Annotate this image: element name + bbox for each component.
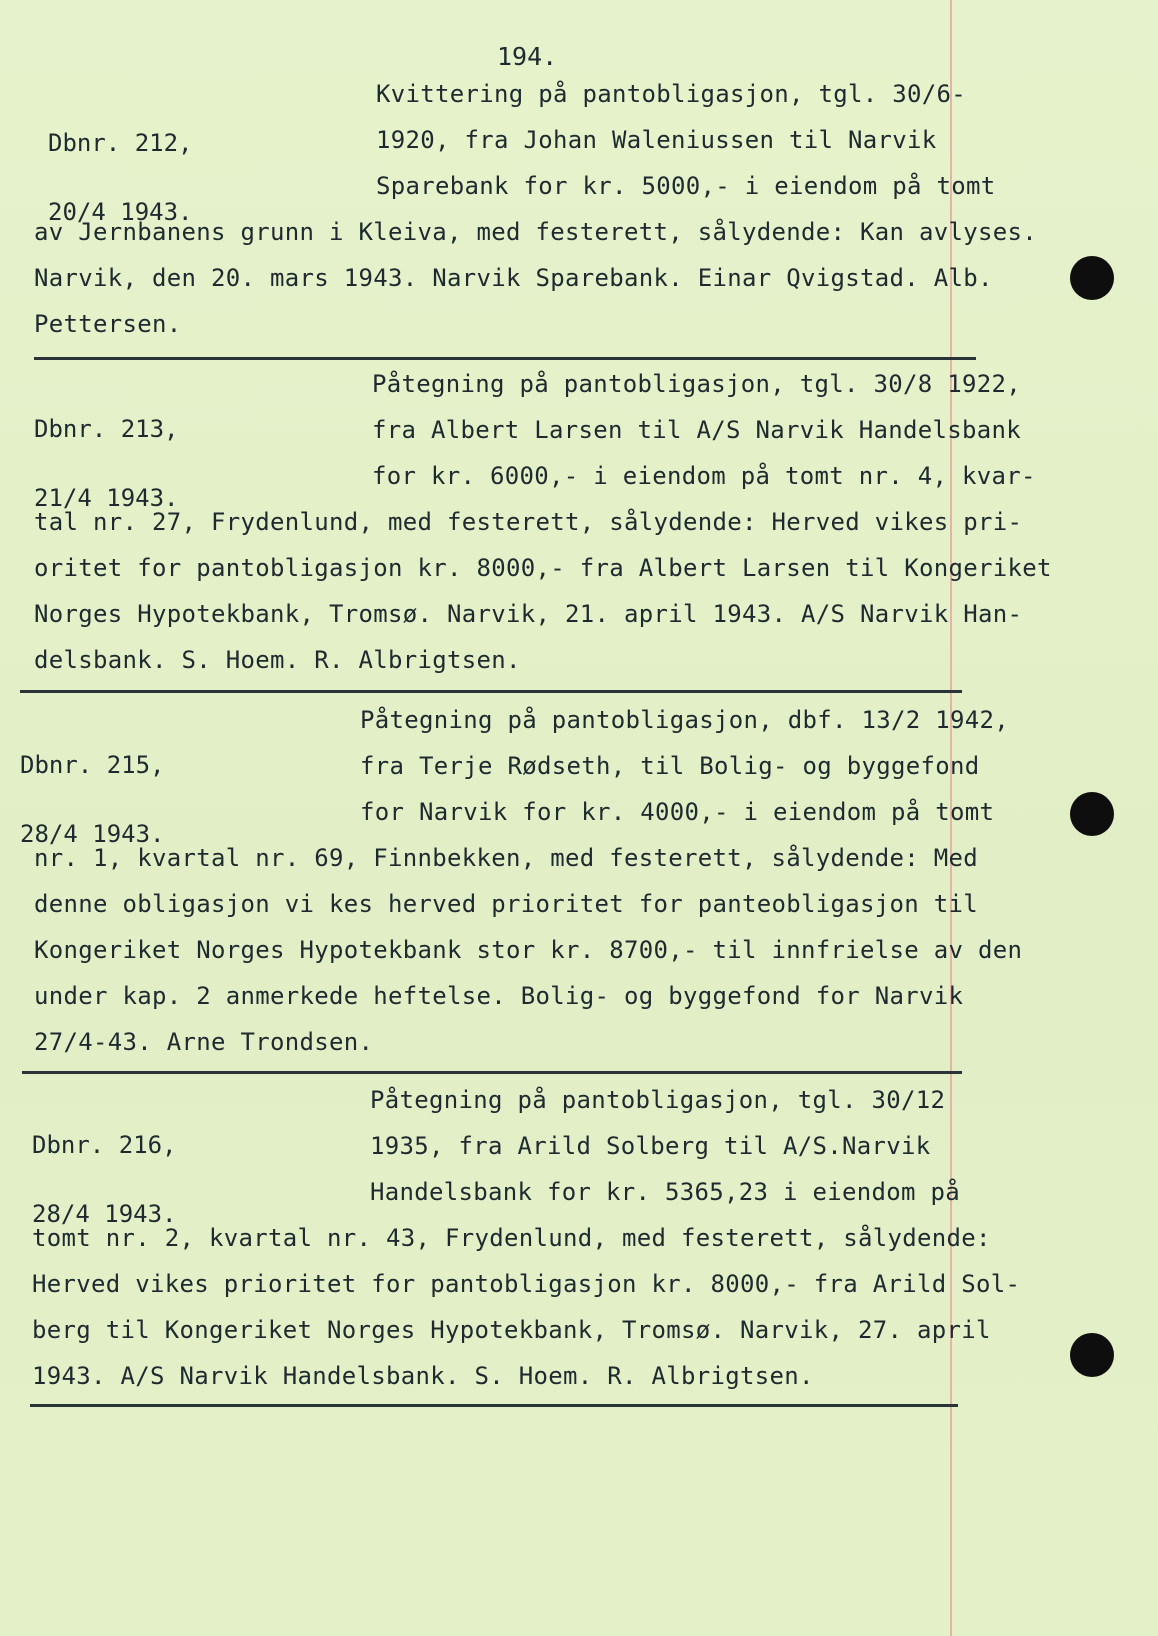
entry-text-line: Norges Hypotekbank, Tromsø. Narvik, 21. april 1943. A/S Narvik Han- — [34, 600, 1023, 628]
entry-text-line: nr. 1, kvartal nr. 69, Finnbekken, med festerett, sålydende: Med — [34, 844, 978, 872]
entry-separator — [22, 1071, 962, 1074]
entry-text-line: fra Albert Larsen til A/S Narvik Handelsbank — [372, 416, 1021, 444]
entry-separator — [20, 690, 962, 693]
entry-date: 28/4 1943. — [20, 820, 165, 848]
entry-date: 21/4 1943. — [34, 484, 179, 512]
entry-date: 28/4 1943. — [32, 1200, 177, 1228]
entry-text-line: 27/4-43. Arne Trondsen. — [34, 1028, 374, 1056]
entry-text-line: denne obligasjon vi kes herved prioritet for panteobligasjon til — [34, 890, 978, 918]
entry-date: 20/4 1943. — [48, 198, 193, 226]
entry-text-line: for kr. 6000,- i eiendom på tomt nr. 4, kvar- — [372, 462, 1036, 490]
entry-text-line: Påtegning på pantobligasjon, tgl. 30/8 1922, — [372, 370, 1021, 398]
entry-text-line: av Jernbanens grunn i Kleiva, med festerett, sålydende: Kan avlyses. — [34, 218, 1037, 246]
entry-text-line: berg til Kongeriket Norges Hypotekbank, Tromsø. Narvik, 27. april — [32, 1316, 991, 1344]
entry-text-line: Narvik, den 20. mars 1943. Narvik Sparebank. Einar Qvigstad. Alb. — [34, 264, 993, 292]
entry-text-line: Kvittering på pantobligasjon, tgl. 30/6- — [376, 80, 966, 108]
entry-number: Dbnr. 213, — [34, 415, 179, 443]
entry-text-line: fra Terje Rødseth, til Bolig- og byggefond — [360, 752, 980, 780]
binder-hole — [1070, 792, 1114, 836]
entry-number: Dbnr. 215, — [20, 751, 165, 779]
entry-text-line: 1935, fra Arild Solberg til A/S.Narvik — [370, 1132, 931, 1160]
entry-text-line: tal nr. 27, Frydenlund, med festerett, sålydende: Herved vikes pri- — [34, 508, 1023, 536]
entry-text-line: Handelsbank for kr. 5365,23 i eiendom på — [370, 1178, 960, 1206]
entry-text-line: Pettersen. — [34, 310, 182, 338]
entry-text-line: delsbank. S. Hoem. R. Albrigtsen. — [34, 646, 521, 674]
entry-number: Dbnr. 212, — [48, 129, 193, 157]
entry-text-line: 1943. A/S Narvik Handelsbank. S. Hoem. R. Albrigtsen. — [32, 1362, 814, 1390]
entry-text-line: Herved vikes prioritet for pantobligasjon kr. 8000,- fra Arild Sol- — [32, 1270, 1021, 1298]
entry-text-line: 1920, fra Johan Waleniussen til Narvik — [376, 126, 937, 154]
entry-text-line: Påtegning på pantobligasjon, tgl. 30/12 — [370, 1086, 946, 1114]
entry-text-line: oritet for pantobligasjon kr. 8000,- fra Albert Larsen til Kongeriket — [34, 554, 1052, 582]
entry-text-line: Påtegning på pantobligasjon, dbf. 13/2 1942, — [360, 706, 1009, 734]
entry-separator — [34, 357, 976, 360]
entry-text-line: Sparebank for kr. 5000,- i eiendom på tomt — [376, 172, 996, 200]
entry-text-line: Kongeriket Norges Hypotekbank stor kr. 8700,- til innfrielse av den — [34, 936, 1023, 964]
entry-text-line: for Narvik for kr. 4000,- i eiendom på tomt — [360, 798, 995, 826]
entry-text-line: tomt nr. 2, kvartal nr. 43, Frydenlund, med festerett, sålydende: — [32, 1224, 991, 1252]
binder-hole — [1070, 256, 1114, 300]
page-number: 194. — [497, 42, 558, 71]
entry-text-line: under kap. 2 anmerkede heftelse. Bolig- og byggefond for Narvik — [34, 982, 964, 1010]
binder-hole — [1070, 1333, 1114, 1377]
entry-number: Dbnr. 216, — [32, 1131, 177, 1159]
entry-separator — [30, 1404, 958, 1407]
